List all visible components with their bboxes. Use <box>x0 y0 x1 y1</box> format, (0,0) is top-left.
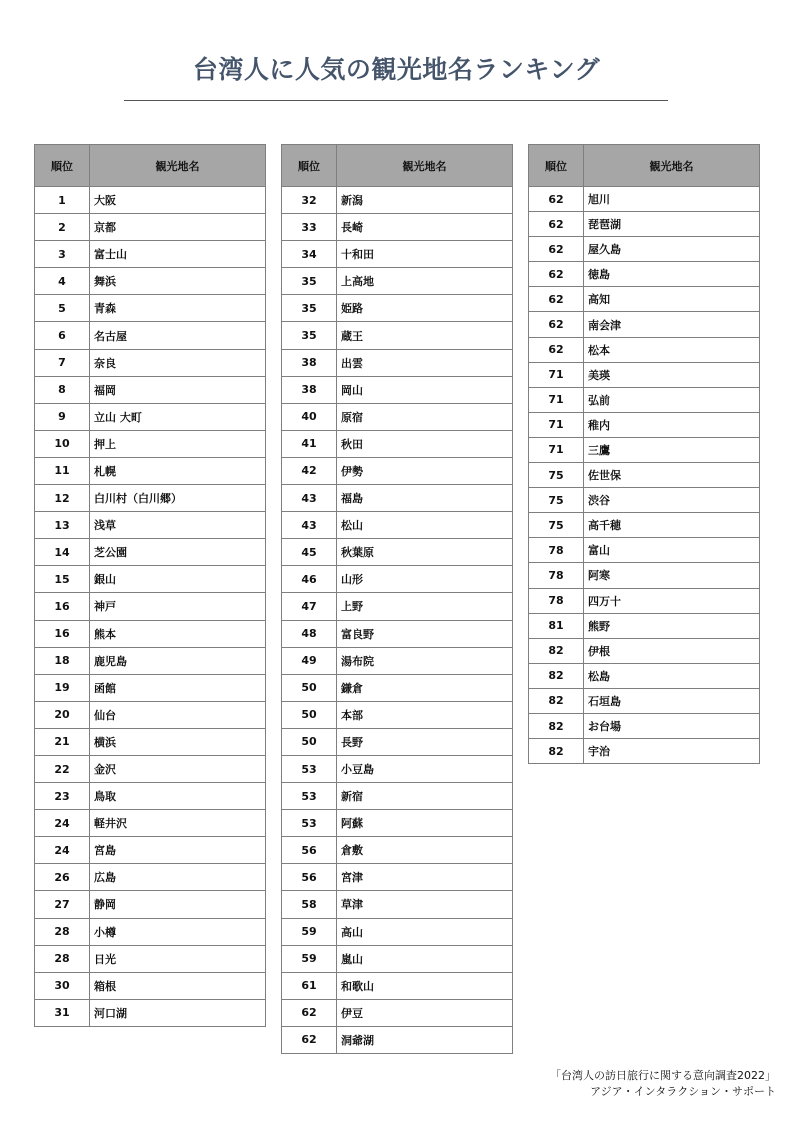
place-name-cell: 秋葉原 <box>337 539 513 566</box>
table-row <box>35 810 266 837</box>
place-name-cell: 新潟 <box>337 187 513 214</box>
place-name-cell: 四万十 <box>584 588 760 613</box>
rank-cell: 62 <box>282 1026 337 1053</box>
place-name-cell: 松本 <box>584 337 760 362</box>
rank-cell: 30 <box>35 972 90 999</box>
table-row <box>529 412 760 437</box>
place-name-cell: 岡山 <box>337 376 513 403</box>
table-row <box>282 810 513 837</box>
table-row <box>35 728 266 755</box>
place-name-cell: 広島 <box>90 864 266 891</box>
table-row <box>282 512 513 539</box>
place-name-cell: 富士山 <box>90 241 266 268</box>
name-column-header: 観光地名 <box>584 145 760 187</box>
table-row <box>282 566 513 593</box>
rank-cell: 82 <box>529 638 584 663</box>
rank-cell: 62 <box>529 312 584 337</box>
rank-cell: 23 <box>35 783 90 810</box>
place-name-cell: 高千穂 <box>584 513 760 538</box>
rank-cell: 16 <box>35 620 90 647</box>
rank-cell: 82 <box>529 739 584 764</box>
place-name-cell: 阿寒 <box>584 563 760 588</box>
rank-cell: 14 <box>35 539 90 566</box>
rank-cell: 10 <box>35 430 90 457</box>
place-name-cell: 佐世保 <box>584 463 760 488</box>
place-name-cell: 高知 <box>584 287 760 312</box>
table-row <box>282 349 513 376</box>
table-row <box>35 647 266 674</box>
table-row <box>282 837 513 864</box>
place-name-cell: 嵐山 <box>337 945 513 972</box>
table-row <box>282 457 513 484</box>
table-row <box>282 972 513 999</box>
table-row <box>282 945 513 972</box>
rank-cell: 78 <box>529 538 584 563</box>
place-name-cell: 押上 <box>90 430 266 457</box>
table-row <box>282 728 513 755</box>
rank-cell: 28 <box>35 918 90 945</box>
source-note <box>550 1068 776 1100</box>
rank-cell: 15 <box>35 566 90 593</box>
rank-cell: 7 <box>35 349 90 376</box>
table-row <box>282 295 513 322</box>
place-name-cell: 高山 <box>337 918 513 945</box>
table-row <box>529 362 760 387</box>
place-name-cell: 青森 <box>90 295 266 322</box>
place-name-cell: 出雲 <box>337 349 513 376</box>
rank-cell: 75 <box>529 463 584 488</box>
place-name-cell: 鳥取 <box>90 783 266 810</box>
place-name-cell: 弘前 <box>584 387 760 412</box>
rank-column-header: 順位 <box>35 145 90 187</box>
rank-cell: 62 <box>529 262 584 287</box>
rank-cell: 53 <box>282 783 337 810</box>
table-row <box>282 701 513 728</box>
rank-cell: 9 <box>35 403 90 430</box>
table-row <box>529 387 760 412</box>
table-row <box>529 262 760 287</box>
rank-cell: 75 <box>529 513 584 538</box>
table-row <box>282 674 513 701</box>
rank-cell: 56 <box>282 837 337 864</box>
table-row <box>282 918 513 945</box>
table-row <box>529 563 760 588</box>
place-name-cell: 上高地 <box>337 268 513 295</box>
table-row <box>282 214 513 241</box>
name-column-header: 観光地名 <box>90 145 266 187</box>
table-row <box>529 663 760 688</box>
rank-cell: 2 <box>35 214 90 241</box>
place-name-cell: 湯布院 <box>337 647 513 674</box>
rank-cell: 28 <box>35 945 90 972</box>
place-name-cell: 富山 <box>584 538 760 563</box>
table-row <box>529 638 760 663</box>
table-row <box>529 739 760 764</box>
place-name-cell: 宮島 <box>90 837 266 864</box>
rank-cell: 31 <box>35 999 90 1026</box>
rank-cell: 26 <box>35 864 90 891</box>
rank-cell: 78 <box>529 588 584 613</box>
rank-cell: 81 <box>529 613 584 638</box>
rank-cell: 19 <box>35 674 90 701</box>
rank-cell: 62 <box>529 337 584 362</box>
rank-cell: 75 <box>529 488 584 513</box>
table-row <box>282 376 513 403</box>
table-row <box>529 312 760 337</box>
table-row <box>35 457 266 484</box>
table-row <box>529 488 760 513</box>
rank-cell: 13 <box>35 512 90 539</box>
table-row <box>529 713 760 738</box>
table-row <box>282 403 513 430</box>
place-name-cell: 舞浜 <box>90 268 266 295</box>
rank-cell: 18 <box>35 647 90 674</box>
rank-cell: 59 <box>282 918 337 945</box>
place-name-cell: 蔵王 <box>337 322 513 349</box>
place-name-cell: 神戸 <box>90 593 266 620</box>
rank-cell: 53 <box>282 755 337 782</box>
place-name-cell: 立山 大町 <box>90 403 266 430</box>
rank-cell: 62 <box>282 999 337 1026</box>
rank-cell: 71 <box>529 362 584 387</box>
rank-cell: 4 <box>35 268 90 295</box>
place-name-cell: 浅草 <box>90 512 266 539</box>
table-row <box>35 864 266 891</box>
place-name-cell: 白川村（白川郷） <box>90 485 266 512</box>
rank-cell: 82 <box>529 688 584 713</box>
rank-cell: 11 <box>35 457 90 484</box>
table-row <box>529 613 760 638</box>
rank-column-header: 順位 <box>529 145 584 187</box>
rank-cell: 48 <box>282 620 337 647</box>
table-row <box>35 485 266 512</box>
table-row <box>35 891 266 918</box>
place-name-cell: 福岡 <box>90 376 266 403</box>
place-name-cell: 宮津 <box>337 864 513 891</box>
place-name-cell: 箱根 <box>90 972 266 999</box>
rank-cell: 62 <box>529 237 584 262</box>
place-name-cell: 屋久島 <box>584 237 760 262</box>
rank-cell: 24 <box>35 837 90 864</box>
place-name-cell: 姫路 <box>337 295 513 322</box>
table-row <box>282 485 513 512</box>
place-name-cell: 琵琶湖 <box>584 212 760 237</box>
place-name-cell: 十和田 <box>337 241 513 268</box>
place-name-cell: 鹿児島 <box>90 647 266 674</box>
table-row <box>282 755 513 782</box>
place-name-cell: 名古屋 <box>90 322 266 349</box>
place-name-cell: 大阪 <box>90 187 266 214</box>
table-row <box>35 268 266 295</box>
table-row <box>35 593 266 620</box>
rank-cell: 21 <box>35 728 90 755</box>
table-header-row <box>282 145 513 187</box>
place-name-cell: 小豆島 <box>337 755 513 782</box>
place-name-cell: 福島 <box>337 485 513 512</box>
table-row <box>35 376 266 403</box>
rank-cell: 62 <box>529 287 584 312</box>
table-row <box>35 755 266 782</box>
name-column-header: 観光地名 <box>337 145 513 187</box>
place-name-cell: 長野 <box>337 728 513 755</box>
rank-cell: 50 <box>282 728 337 755</box>
table-row <box>35 430 266 457</box>
rank-cell: 35 <box>282 322 337 349</box>
table-header-row <box>35 145 266 187</box>
rank-cell: 53 <box>282 810 337 837</box>
place-name-cell: 鎌倉 <box>337 674 513 701</box>
table-row <box>35 539 266 566</box>
rank-cell: 43 <box>282 512 337 539</box>
place-name-cell: 仙台 <box>90 701 266 728</box>
rank-cell: 38 <box>282 349 337 376</box>
place-name-cell: 山形 <box>337 566 513 593</box>
place-name-cell: 本部 <box>337 701 513 728</box>
place-name-cell: 南会津 <box>584 312 760 337</box>
ranking-table-2 <box>281 144 513 1054</box>
place-name-cell: 富良野 <box>337 620 513 647</box>
rank-column-header: 順位 <box>282 145 337 187</box>
place-name-cell: 松島 <box>584 663 760 688</box>
table-row <box>282 430 513 457</box>
table-row <box>35 783 266 810</box>
table-row <box>35 187 266 214</box>
table-row <box>282 783 513 810</box>
rank-cell: 49 <box>282 647 337 674</box>
place-name-cell: 伊豆 <box>337 999 513 1026</box>
place-name-cell: 熊本 <box>90 620 266 647</box>
place-name-cell: 美瑛 <box>584 362 760 387</box>
source-organization: アジア・インタラクション・サポート <box>590 1085 776 1098</box>
rank-cell: 46 <box>282 566 337 593</box>
table-row <box>282 322 513 349</box>
table-row <box>529 212 760 237</box>
place-name-cell: 阿蘇 <box>337 810 513 837</box>
table-row <box>529 337 760 362</box>
table-row <box>282 647 513 674</box>
table-row <box>35 214 266 241</box>
page-title: 台湾人に人気の観光地名ランキング <box>192 55 601 84</box>
rank-cell: 58 <box>282 891 337 918</box>
table-row <box>282 187 513 214</box>
table-row <box>282 999 513 1026</box>
table-row <box>282 1026 513 1053</box>
place-name-cell: 軽井沢 <box>90 810 266 837</box>
place-name-cell: 和歌山 <box>337 972 513 999</box>
rank-cell: 59 <box>282 945 337 972</box>
table-row <box>282 891 513 918</box>
place-name-cell: 秋田 <box>337 430 513 457</box>
table-row <box>282 539 513 566</box>
place-name-cell: 横浜 <box>90 728 266 755</box>
place-name-cell: 芝公園 <box>90 539 266 566</box>
table-row <box>35 295 266 322</box>
place-name-cell: 新宿 <box>337 783 513 810</box>
rank-cell: 43 <box>282 485 337 512</box>
place-name-cell: 洞爺湖 <box>337 1026 513 1053</box>
table-row <box>529 513 760 538</box>
place-name-cell: 日光 <box>90 945 266 972</box>
rank-cell: 62 <box>529 187 584 212</box>
place-name-cell: 長崎 <box>337 214 513 241</box>
rank-cell: 24 <box>35 810 90 837</box>
rank-cell: 3 <box>35 241 90 268</box>
rank-cell: 47 <box>282 593 337 620</box>
place-name-cell: 静岡 <box>90 891 266 918</box>
table-row <box>529 287 760 312</box>
table-row <box>529 463 760 488</box>
rank-cell: 40 <box>282 403 337 430</box>
table-row <box>35 701 266 728</box>
place-name-cell: 旭川 <box>584 187 760 212</box>
place-name-cell: 稚内 <box>584 412 760 437</box>
rank-cell: 71 <box>529 387 584 412</box>
table-row <box>35 918 266 945</box>
place-name-cell: 河口湖 <box>90 999 266 1026</box>
table-row <box>282 241 513 268</box>
rank-cell: 78 <box>529 563 584 588</box>
table-row <box>529 437 760 462</box>
place-name-cell: 宇治 <box>584 739 760 764</box>
table-row <box>35 566 266 593</box>
table-row <box>35 512 266 539</box>
rank-cell: 38 <box>282 376 337 403</box>
place-name-cell: 小樽 <box>90 918 266 945</box>
place-name-cell: 京都 <box>90 214 266 241</box>
table-row <box>35 322 266 349</box>
rank-cell: 61 <box>282 972 337 999</box>
table-row <box>529 688 760 713</box>
table-row <box>529 237 760 262</box>
place-name-cell: 伊勢 <box>337 457 513 484</box>
source-survey-title: 「台湾人の訪日旅行に関する意向調査2022」 <box>550 1069 776 1082</box>
place-name-cell: 熊野 <box>584 613 760 638</box>
rank-cell: 50 <box>282 674 337 701</box>
table-row <box>35 620 266 647</box>
table-row <box>529 538 760 563</box>
table-row <box>35 403 266 430</box>
place-name-cell: 銀山 <box>90 566 266 593</box>
place-name-cell: お台場 <box>584 713 760 738</box>
table-row <box>35 349 266 376</box>
rank-cell: 6 <box>35 322 90 349</box>
rank-cell: 16 <box>35 593 90 620</box>
rank-cell: 62 <box>529 212 584 237</box>
rank-cell: 8 <box>35 376 90 403</box>
place-name-cell: 三鷹 <box>584 437 760 462</box>
table-row <box>35 837 266 864</box>
rank-cell: 12 <box>35 485 90 512</box>
table-row <box>529 187 760 212</box>
place-name-cell: 徳島 <box>584 262 760 287</box>
table-row <box>35 945 266 972</box>
rank-cell: 34 <box>282 241 337 268</box>
rank-cell: 82 <box>529 663 584 688</box>
place-name-cell: 石垣島 <box>584 688 760 713</box>
rank-cell: 35 <box>282 295 337 322</box>
table-row <box>282 864 513 891</box>
table-row <box>35 972 266 999</box>
place-name-cell: 伊根 <box>584 638 760 663</box>
rank-cell: 71 <box>529 437 584 462</box>
rank-cell: 27 <box>35 891 90 918</box>
place-name-cell: 渋谷 <box>584 488 760 513</box>
rank-cell: 20 <box>35 701 90 728</box>
table-row <box>282 268 513 295</box>
place-name-cell: 原宿 <box>337 403 513 430</box>
rank-cell: 1 <box>35 187 90 214</box>
table-row <box>529 588 760 613</box>
rank-cell: 82 <box>529 713 584 738</box>
table-header-row <box>529 145 760 187</box>
place-name-cell: 草津 <box>337 891 513 918</box>
rank-cell: 41 <box>282 430 337 457</box>
rank-cell: 42 <box>282 457 337 484</box>
rank-cell: 35 <box>282 268 337 295</box>
rank-cell: 32 <box>282 187 337 214</box>
rank-cell: 56 <box>282 864 337 891</box>
rank-cell: 22 <box>35 755 90 782</box>
rank-cell: 45 <box>282 539 337 566</box>
rank-cell: 50 <box>282 701 337 728</box>
title-divider <box>124 100 668 101</box>
table-row <box>282 620 513 647</box>
place-name-cell: 松山 <box>337 512 513 539</box>
rank-cell: 5 <box>35 295 90 322</box>
ranking-table-3 <box>528 144 760 764</box>
place-name-cell: 上野 <box>337 593 513 620</box>
place-name-cell: 金沢 <box>90 755 266 782</box>
rank-cell: 33 <box>282 214 337 241</box>
place-name-cell: 函館 <box>90 674 266 701</box>
ranking-table-1 <box>34 144 266 1027</box>
table-row <box>35 241 266 268</box>
rank-cell: 71 <box>529 412 584 437</box>
place-name-cell: 札幌 <box>90 457 266 484</box>
table-row <box>35 999 266 1026</box>
place-name-cell: 奈良 <box>90 349 266 376</box>
place-name-cell: 倉敷 <box>337 837 513 864</box>
table-row <box>282 593 513 620</box>
table-row <box>35 674 266 701</box>
